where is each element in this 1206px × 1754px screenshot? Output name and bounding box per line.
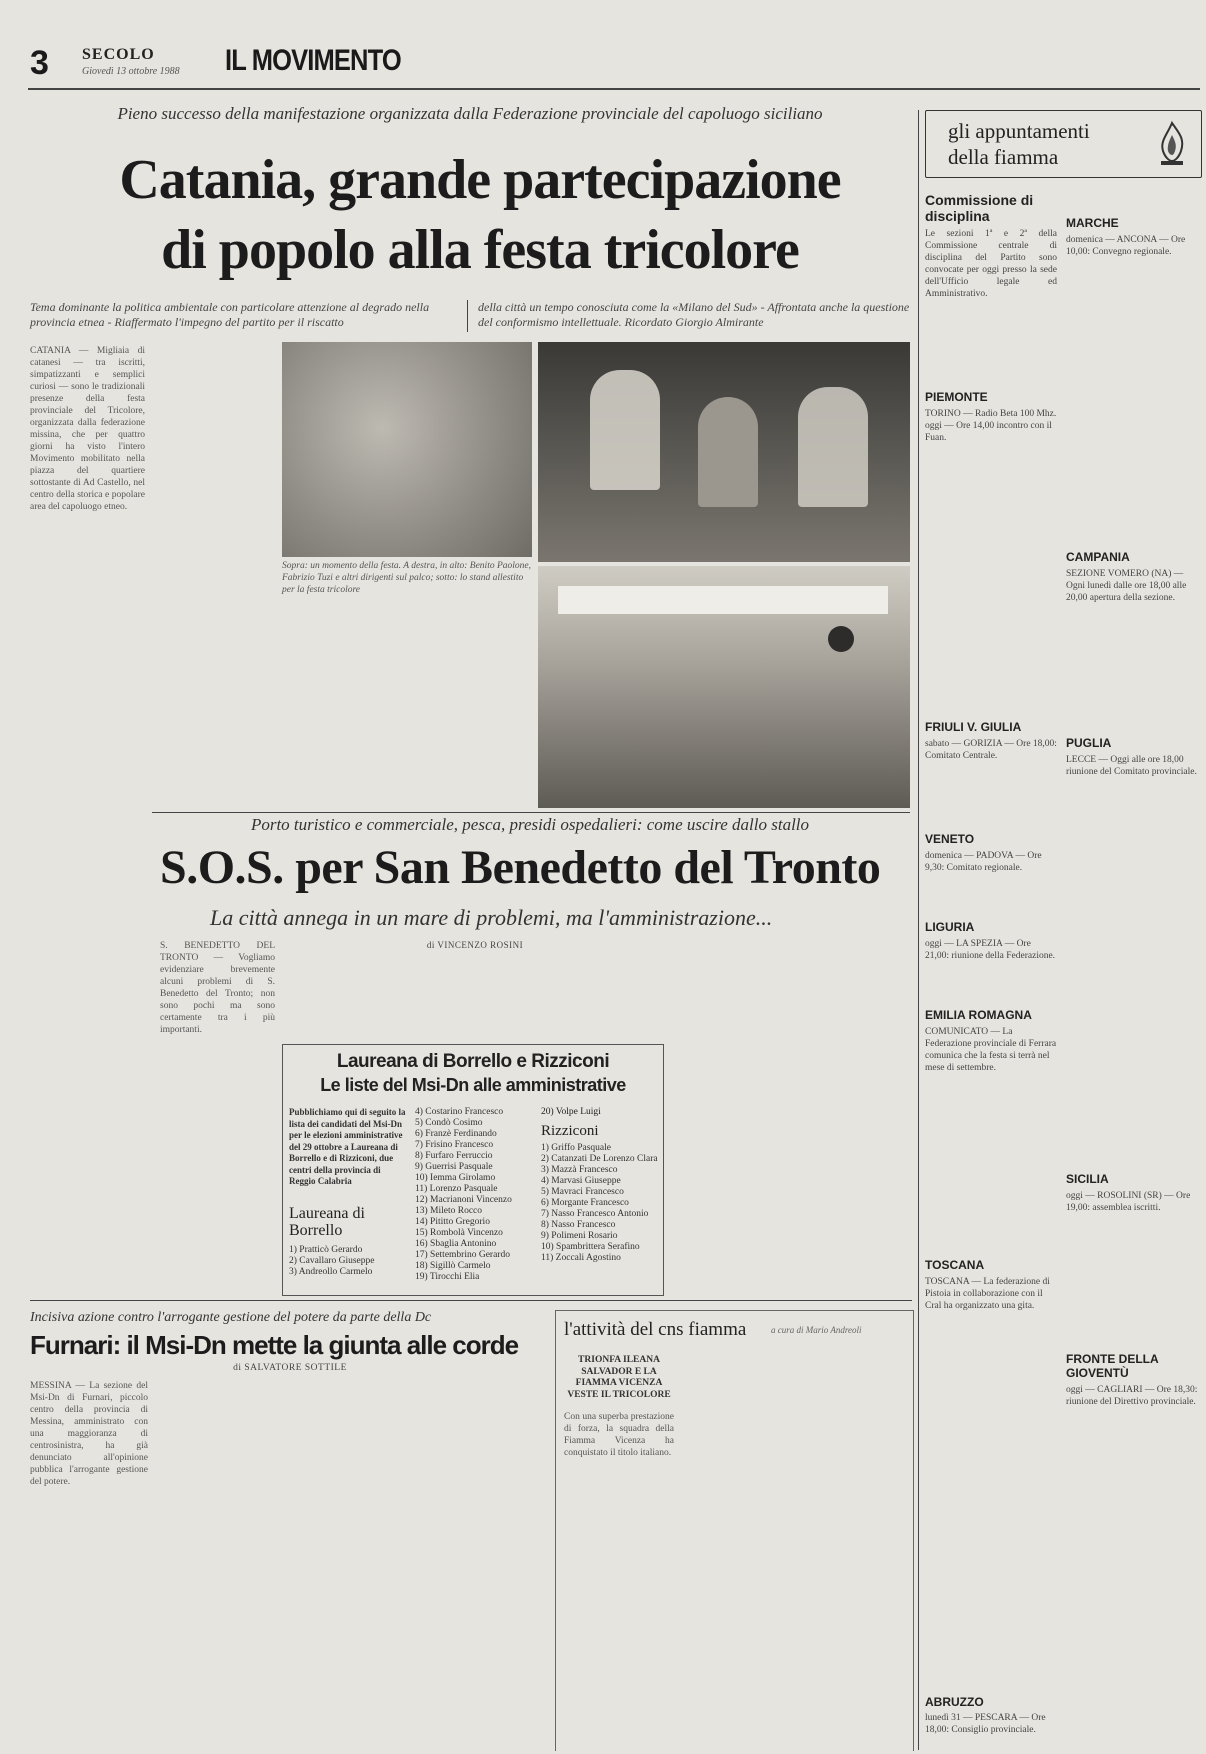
list-item: 11) Zoccali Agostino (541, 1253, 621, 1263)
list-item: 7) Nasso Francesco Antonio (541, 1209, 649, 1219)
region-heading: VENETO (925, 832, 975, 846)
sos-body-col-6 (792, 940, 912, 1295)
region-heading: EMILIA ROMAGNA (925, 1008, 1032, 1022)
commissione-title: Commissione di disciplina (925, 192, 1034, 224)
sos-body-col-1: S. BENEDETTO DEL TRONTO — Vogliamo evidenziare brevemente alcuni problemi di S. Benedetto del Tronto; non sono pochi ma sono certamente tra i più importanti. (160, 941, 275, 1035)
sos-kicker: Porto turistico e commerciale, pesca, presidi ospedalieri: come uscire dallo stallo (250, 815, 810, 834)
speaker-figure (698, 397, 758, 507)
photo-caption: Sopra: un momento della festa. A destra, in alto: Benito Paolone, Fabrizio Tuzi e altri dirigenti sul palco; sotto: lo stand allestito per la festa tricolore (282, 561, 531, 595)
list-item: 6) Morgante Francesco (541, 1198, 629, 1208)
sidebar-title-2: della fiamma (948, 145, 1059, 169)
furnari-body-col-1: MESSINA — La sezione del Msi-Dn di Furnari, piccolo centro della provincia di Messina, amministrato con una maggioranza di centrosinistra, ha già denunciato all'opinione pubblica l'arrogante gestione del potere. (30, 1381, 148, 1487)
laureana-list3-title: Rizziconi (541, 1123, 599, 1139)
region-heading: ABRUZZO (925, 1695, 984, 1709)
region-heading: CAMPANIA (1066, 550, 1130, 564)
sidebar-divider (918, 110, 919, 1750)
sos-body-col-5 (675, 940, 785, 1295)
region-text: LECCE — Oggi alle ore 18,00 riunione del Comitato provinciale. (1066, 755, 1197, 777)
list-item: 8) Furfaro Ferruccio (415, 1151, 493, 1161)
furnari-kicker: Incisiva azione contro l'arrogante gestione del potere da parte della Dc (30, 1310, 432, 1325)
region-heading: PIEMONTE (925, 390, 988, 404)
region-text: oggi — LA SPEZIA — Ore 21,00: riunione della Federazione. (925, 939, 1056, 961)
list-item: 18) Sigillò Carmelo (415, 1261, 491, 1271)
list-item: 8) Nasso Francesco (541, 1220, 616, 1230)
region-text: TOSCANA — La federazione di Pistoia in collaborazione con il Cral ha organizzato una gita. (925, 1277, 1050, 1311)
list-item: 13) Mileto Rocco (415, 1206, 483, 1216)
stage-speakers-photo (538, 342, 910, 562)
tricolor-flame-emblem (828, 626, 854, 652)
issue-date: Giovedì 13 ottobre 1988 (82, 66, 180, 77)
region-heading: TOSCANA (925, 1258, 985, 1272)
speaker-figure (798, 387, 868, 507)
region-text: oggi — CAGLIARI — Ore 18,30: riunione del Direttivo provinciale. (1066, 1385, 1198, 1407)
list-item: 5) Condò Cosimo (415, 1118, 483, 1128)
lead-deck-right: della città un tempo conosciuta come la «Milano del Sud» - Affrontata anche la questione del conformismo intellettuale. Ricordato Giorgio Almirante (478, 300, 910, 329)
laureana-title-1: Laureana di Borrello e Rizziconi (336, 1051, 610, 1072)
laureana-list3-head: 20) Volpe Luigi (541, 1107, 601, 1117)
list-item: 16) Sbaglia Antonino (415, 1239, 497, 1249)
lead-body-col-1: CATANIA — Migliaia di catanesi — tra iscritti, simpatizzanti e semplici curiosi — sono le tradizionali presenze della festa provinciale del Tricolore, organizzata dalla federazione missina, che per quattro giorni ha visto l'intero Movimento mobilitato nella piazza del quartiere sottostante di Ad Castello, nel centro della storica e popolare area del capoluogo etneo. (30, 346, 145, 512)
region-text: SEZIONE VOMERO (NA) — Ogni lunedì dalle ore 18,00 alle 20,00 apertura della sezione. (1066, 569, 1187, 603)
region-text: TORINO — Radio Beta 100 Mhz. oggi — Ore 14,00 incontro con il Fuan. (925, 409, 1057, 443)
list-item: 17) Settembrino Gerardo (415, 1250, 510, 1260)
sidebar-title-1: gli appuntamenti (948, 119, 1090, 143)
list-item: 19) Tirocchi Elia (415, 1272, 480, 1282)
festival-crowd-photo (282, 342, 532, 557)
lead-body-col-1b (30, 810, 145, 1310)
region-text: domenica — ANCONA — Ore 10,00: Convegno regionale. (1066, 235, 1186, 257)
laureana-list-2 (415, 1107, 535, 1283)
cns-body-col-3 (798, 1355, 908, 1745)
laureana-box (282, 1044, 664, 1296)
commissione-text: Le sezioni 1ª e 2ª della Commissione centrale di disciplina del Partito sono convocate per oggi presso la sede dell'Ufficio legale ed Amministrativo. (925, 229, 1057, 299)
page-number: 3 (30, 44, 48, 82)
laureana-list-1 (289, 1245, 407, 1278)
region-text: lunedì 31 — PESCARA — Ore 18,00: Consiglio provinciale. (925, 1713, 1046, 1735)
paper-name: SECOLO (82, 46, 155, 63)
sidebar-title-box (925, 110, 1202, 178)
list-item: 10) Iemma Girolamo (415, 1173, 496, 1183)
list-item: 1) Griffo Pasquale (541, 1143, 612, 1153)
sos-headline: S.O.S. per San Benedetto del Tronto (160, 841, 881, 894)
list-item: 12) Macrianoni Vincenzo (415, 1195, 512, 1205)
furnari-byline: di SALVATORE SOTTILE (233, 1363, 347, 1373)
region-heading: SICILIA (1066, 1172, 1109, 1186)
region-heading: FRIULI V. GIULIA (925, 720, 1022, 734)
region-heading: LIGURIA (925, 920, 975, 934)
sos-byline: di VINCENZO ROSINI (426, 940, 524, 950)
list-item: 9) Guerrisi Pasquale (415, 1162, 493, 1172)
sos-body-col-4 (548, 955, 668, 1040)
cns-lead-title: TRIONFA ILEANA SALVADOR E LA FIAMMA VICENZA VESTE IL TRICOLORE (567, 1355, 671, 1400)
sos-subhead: La città annega in un mare di problemi, ma l'amministrazione... (210, 905, 773, 930)
stand-banner (558, 586, 888, 614)
furnari-body-col-4 (405, 1380, 523, 1750)
region-text: domenica — PADOVA — Ore 9,30: Comitato regionale. (925, 851, 1042, 873)
list-item: 1) Pratticò Gerardo (289, 1245, 363, 1255)
lead-body-col-2 (152, 345, 272, 815)
furnari-body-col-3 (280, 1380, 398, 1750)
lead-deck-left: Tema dominante la politica ambientale con particolare attenzione al degrado nella provincia etnea - Riaffermato l'impegno del partito per il riscatto (30, 300, 430, 329)
list-item: 3) Andreollo Carmelo (289, 1267, 373, 1277)
list-item: 4) Costarino Francesco (415, 1107, 504, 1117)
region-text: sabato — GORIZIA — Ore 18,00: Comitato Centrale. (925, 739, 1057, 761)
region-heading: MARCHE (1066, 216, 1119, 230)
list-item: 6) Franzè Ferdinando (415, 1129, 497, 1139)
lead-kicker: Pieno successo della manifestazione organizzata dalla Federazione provinciale del capoluogo siciliano (117, 104, 823, 123)
lead-headline-2: di popolo alla festa tricolore (161, 219, 799, 281)
laureana-list1-title: Laureana di Borrello (289, 1205, 365, 1239)
deck-divider (467, 300, 468, 332)
lead-headline-1: Catania, grande partecipazione (119, 149, 841, 211)
list-item: 4) Marvasi Giuseppe (541, 1176, 621, 1186)
speaker-figure (590, 370, 660, 490)
section-rule (152, 812, 910, 813)
laureana-list-3 (541, 1143, 659, 1264)
section-title: IL MOVIMENTO (225, 44, 401, 77)
lead-body-col-3 (282, 615, 404, 810)
cns-title: l'attività del cns fiamma (564, 1319, 747, 1340)
list-item: 9) Polimeni Rosario (541, 1231, 618, 1241)
list-item: 2) Catanzati De Lorenzo Clara (541, 1154, 658, 1164)
list-item: 14) Pititto Gregorio (415, 1217, 490, 1227)
region-text: COMUNICATO — La Federazione provinciale di Ferrara comunica che la festa si terrà nel mese di settembre. (925, 1027, 1057, 1073)
region-text: oggi — ROSOLINI (SR) — Ore 19,00: assemblea iscritti. (1066, 1191, 1191, 1213)
list-item: 7) Frisino Francesco (415, 1140, 494, 1150)
region-heading: PUGLIA (1066, 736, 1112, 750)
lead-body-col-4 (410, 615, 532, 810)
cns-box (555, 1310, 914, 1751)
sos-body-col-3 (420, 955, 540, 1040)
list-item: 5) Mavraci Francesco (541, 1187, 624, 1197)
sos-body-col-2 (282, 940, 410, 1040)
cns-byline: a cura di Mario Andreoli (771, 1325, 862, 1335)
masthead-rule (28, 88, 1200, 90)
laureana-intro: Pubblichiamo qui di seguito la lista dei candidati del Msi-Dn per le elezioni amministrative del 29 ottobre a Laureana di Borrello e di Rizziconi, due centri della provincia di Reggio Calabria (289, 1107, 406, 1186)
list-item: 11) Lorenzo Pasquale (415, 1184, 498, 1194)
cns-body-col-2 (681, 1355, 791, 1745)
list-item: 10) Spambrittera Serafino (541, 1242, 640, 1252)
cns-body-col-1: Con una superba prestazione di forza, la squadra della Fiamma Vicenza ha conquistato il titolo italiano. (564, 1412, 674, 1458)
section-rule (30, 1300, 912, 1301)
list-item: 15) Rombolà Vincenzo (415, 1228, 503, 1238)
laureana-title-2: Le liste del Msi-Dn alle amministrative (320, 1075, 626, 1095)
list-item: 3) Mazzà Francesco (541, 1165, 618, 1175)
list-item: 2) Cavallaro Giuseppe (289, 1256, 375, 1266)
furnari-body-col-2 (155, 1380, 273, 1750)
stand-photo (538, 566, 910, 808)
furnari-headline: Furnari: il Msi-Dn mette la giunta alle corde (30, 1330, 519, 1360)
flame-emblem-icon (1151, 119, 1193, 169)
region-heading: FRONTE DELLA GIOVENTÙ (1066, 1352, 1159, 1380)
